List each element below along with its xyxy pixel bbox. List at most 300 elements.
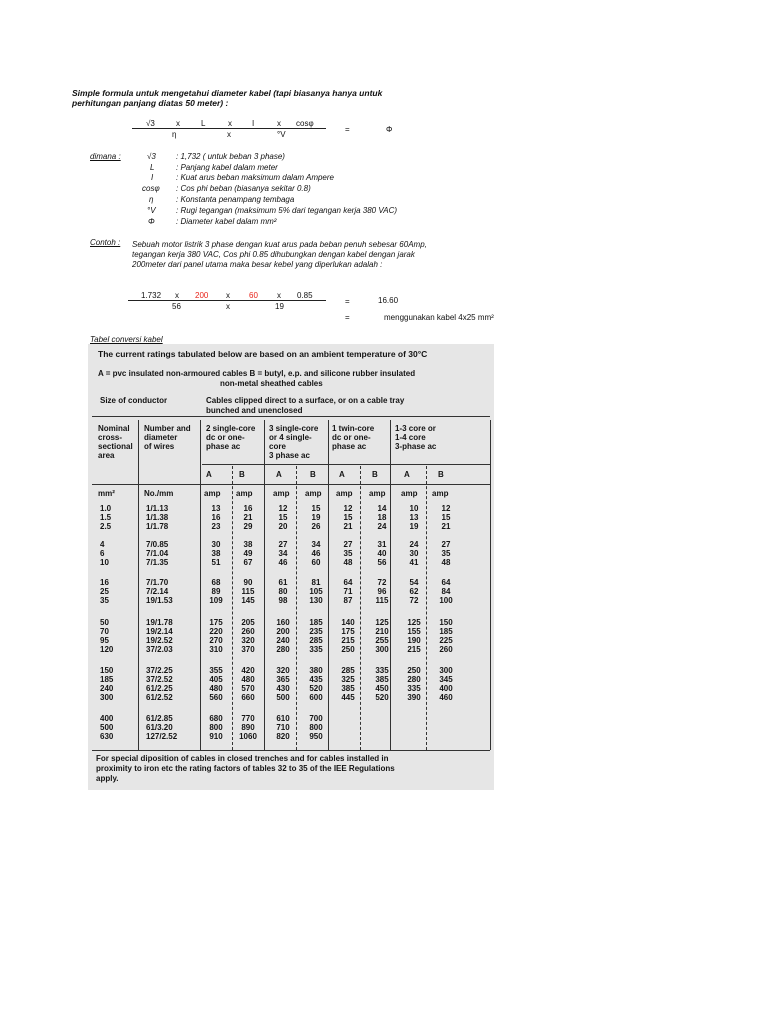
rating-column (234, 714, 262, 741)
unit-amp: amp (369, 489, 386, 498)
table-cell: 570 (241, 684, 255, 693)
area-column (100, 578, 136, 605)
table-cell: 250 (341, 645, 355, 654)
table-cell: 35 (343, 549, 353, 558)
table-cell: 13 (409, 513, 419, 522)
rating-column (269, 618, 297, 654)
install-method: Cables clipped direct to a surface, or on a cable tray (206, 396, 405, 405)
rating-column (202, 540, 230, 567)
table-cell: 50 (100, 618, 109, 627)
table-cell: 10 (409, 504, 419, 513)
table-cell: 61/2.85 (146, 714, 173, 723)
size-of-conductor: Size of conductor (100, 396, 168, 405)
table-cell: 29 (243, 522, 253, 531)
table-cell: 460 (439, 693, 453, 702)
unit-amp: amp (204, 489, 221, 498)
table-cell: 89 (211, 587, 221, 596)
table-cell: 185 (100, 675, 114, 684)
table-cell: 435 (309, 675, 323, 684)
rating-column (334, 666, 362, 702)
area-column (100, 666, 136, 702)
rating-column (234, 540, 262, 567)
table-cell: 255 (375, 636, 389, 645)
table-cell: 610 (276, 714, 290, 723)
table-cell: 21 (441, 522, 451, 531)
table-cell: 285 (309, 636, 323, 645)
rating-column (432, 578, 460, 605)
def-desc: : Kuat arus beban maksimum dalam Ampere (176, 173, 334, 182)
rating-column (400, 540, 428, 567)
table-cell: 6 (100, 549, 105, 558)
table-cell: 34 (311, 540, 321, 549)
table-legend: non-metal sheathed cables (220, 379, 323, 388)
table-legend: A = pvc insulated non-armoured cables B = butyl, e.p. and silicone rubber insulated (98, 369, 416, 378)
table-cell: 215 (407, 645, 421, 654)
table-cell: 37/2.03 (146, 645, 173, 654)
rating-column (269, 578, 297, 605)
table-cell: 109 (209, 596, 223, 605)
table-cell: 16 (100, 578, 109, 587)
table-cell: 80 (278, 587, 288, 596)
rating-column (368, 540, 396, 567)
table-cell: 21 (243, 513, 253, 522)
def-desc: : Cos phi beban (biasanya sekitar 0.8) (176, 184, 311, 193)
rating-column (334, 504, 362, 531)
rating-column (202, 504, 230, 531)
rating-column (400, 578, 428, 605)
wires-column (146, 504, 198, 531)
table-cell: 60 (311, 558, 321, 567)
table-cell: 400 (100, 714, 114, 723)
title-line-1: Simple formula untuk mengetahui diameter kabel (tapi biasanya hanya untuk (72, 88, 383, 98)
rating-column (368, 618, 396, 654)
table-cell: 445 (341, 693, 355, 702)
formula-eta: η (172, 130, 177, 139)
table-cell: 16 (243, 504, 253, 513)
table-cell: 19 (311, 513, 321, 522)
table-cell: 34 (278, 549, 288, 558)
table-cell: 205 (241, 618, 255, 627)
table-cell: 820 (276, 732, 290, 741)
table-cell: 320 (241, 636, 255, 645)
table-cell: 285 (341, 666, 355, 675)
calc-value: 56 (172, 302, 181, 311)
table-cell: 225 (439, 636, 453, 645)
table-cell: 61 (278, 578, 288, 587)
table-cell: 800 (309, 723, 323, 732)
def-sym: °V (147, 206, 156, 215)
def-desc: : Konstanta penampang tembaga (176, 195, 295, 204)
table-cell: 68 (211, 578, 221, 587)
table-cell: 325 (341, 675, 355, 684)
table-cell: 87 (343, 596, 353, 605)
table-cell: 70 (100, 627, 109, 636)
formula-x: x (277, 119, 281, 128)
table-cell: 130 (309, 596, 323, 605)
unit-amp: amp (401, 489, 418, 498)
formula-x: x (227, 130, 231, 139)
table-cell: 98 (278, 596, 288, 605)
rating-column (302, 714, 330, 741)
rating-column (202, 666, 230, 702)
table-cell: 430 (276, 684, 290, 693)
col-A: A (404, 470, 410, 479)
col-B: B (239, 470, 245, 479)
table-cell: 385 (375, 675, 389, 684)
table-cell: 250 (407, 666, 421, 675)
table-cell: 185 (309, 618, 323, 627)
table-cell: 800 (209, 723, 223, 732)
install-method: bunched and unenclosed (206, 406, 303, 415)
example-line: tegangan kerja 380 VAC, Cos phi 0.85 dihubungkan dengan kabel dengan jarak (132, 250, 415, 259)
formula-L: L (201, 119, 206, 128)
table-cell: 37/2.52 (146, 675, 173, 684)
table-cell: 19 (409, 522, 419, 531)
table-cell: 335 (407, 684, 421, 693)
table-cell: 175 (209, 618, 223, 627)
example-line: 200meter dari panel utama maka besar kebel yang diperlukan adalah : (132, 260, 383, 269)
table-rule (296, 466, 297, 750)
table-cell: 520 (309, 684, 323, 693)
rating-column (334, 618, 362, 654)
table-cell: 71 (343, 587, 353, 596)
table-rule (92, 750, 490, 751)
table-cell: 320 (276, 666, 290, 675)
table-rule (328, 420, 329, 750)
table-intro: The current ratings tabulated below are based on an ambient temperature of 30°C (98, 349, 428, 359)
page-title (72, 88, 382, 108)
table-cell: 520 (375, 693, 389, 702)
table-cell: 310 (209, 645, 223, 654)
table-cell: 260 (439, 645, 453, 654)
table-cell: 160 (276, 618, 290, 627)
rating-column (368, 504, 396, 531)
calc-value: 19 (275, 302, 284, 311)
header-group-2: 3 single-core or 4 single- core 3 phase ac (269, 424, 319, 460)
table-cell: 95 (100, 636, 109, 645)
rating-column (234, 578, 262, 605)
example-line: Sebuah motor listrik 3 phase dengan kuat arus pada beban penuh sebesar 60Amp, (132, 240, 427, 249)
table-cell: 37/2.25 (146, 666, 173, 675)
rating-column (432, 504, 460, 531)
header-group-1: 2 single-core dc or one- phase ac (206, 424, 256, 451)
unit-amp: amp (432, 489, 449, 498)
table-cell: 61/3.20 (146, 723, 173, 732)
rating-column (432, 618, 460, 654)
table-cell: 38 (211, 549, 221, 558)
area-column (100, 618, 136, 654)
table-cell: 370 (241, 645, 255, 654)
calc-value-length: 200 (195, 291, 209, 300)
calc-x: x (226, 302, 230, 311)
wires-column (146, 578, 198, 605)
table-cell: 64 (441, 578, 451, 587)
table-cell: 7/0.85 (146, 540, 169, 549)
table-cell: 15 (441, 513, 451, 522)
rating-column (234, 618, 262, 654)
rating-column (432, 666, 460, 702)
rating-column (432, 540, 460, 567)
table-cell: 19/1.53 (146, 596, 173, 605)
table-cell: 1060 (239, 732, 257, 741)
table-cell: 18 (377, 513, 387, 522)
unit-amp: amp (236, 489, 253, 498)
rating-column (400, 666, 428, 702)
calc-equals: = (345, 313, 350, 322)
table-cell: 27 (441, 540, 451, 549)
table-cell: 950 (309, 732, 323, 741)
table-cell: 14 (377, 504, 387, 513)
def-sym: √3 (147, 152, 156, 161)
table-cell: 35 (100, 596, 109, 605)
table-cell: 335 (375, 666, 389, 675)
table-cell: 910 (209, 732, 223, 741)
col-B: B (310, 470, 316, 479)
table-cell: 1.0 (100, 504, 112, 513)
table-cell: 19/2.52 (146, 636, 173, 645)
table-cell: 48 (343, 558, 353, 567)
table-cell: 400 (439, 684, 453, 693)
table-cell: 61/2.25 (146, 684, 173, 693)
table-cell: 155 (407, 627, 421, 636)
table-rule (360, 466, 361, 750)
rating-column (302, 666, 330, 702)
rating-column (302, 540, 330, 567)
rating-column (269, 504, 297, 531)
table-cell: 390 (407, 693, 421, 702)
table-rule (92, 416, 490, 417)
calc-x: x (226, 291, 230, 300)
table-cell: 62 (409, 587, 419, 596)
table-cell: 49 (243, 549, 253, 558)
table-cell: 710 (276, 723, 290, 732)
table-cell: 84 (441, 587, 451, 596)
table-cell: 25 (100, 587, 109, 596)
table-rule (92, 484, 490, 485)
title-line-2: perhitungan panjang diatas 50 meter) : (72, 98, 229, 108)
def-desc: : 1,732 ( untuk beban 3 phase) (176, 152, 285, 161)
header-group-3: 1 twin-core dc or one- phase ac (332, 424, 375, 451)
table-cell: 1.5 (100, 513, 112, 522)
table-rule (390, 420, 391, 750)
col-A: A (339, 470, 345, 479)
rating-column (202, 618, 230, 654)
table-rule (490, 420, 491, 750)
table-cell: 15 (343, 513, 353, 522)
table-cell: 40 (377, 549, 387, 558)
table-cell: 335 (309, 645, 323, 654)
table-cell: 7/2.14 (146, 587, 169, 596)
col-A: A (276, 470, 282, 479)
scanned-table (88, 344, 494, 790)
calc-conclusion: menggunakan kabel 4x25 mm² (384, 313, 494, 322)
table-cell: 23 (211, 522, 221, 531)
rating-column (400, 504, 428, 531)
table-cell: 35 (441, 549, 451, 558)
formula-equals: = (345, 125, 350, 134)
unit-amp: amp (273, 489, 290, 498)
table-cell: 64 (343, 578, 353, 587)
formula-x: x (228, 119, 232, 128)
wires-column (146, 618, 198, 654)
def-desc: : Rugi tegangan (maksimum 5% dari tegangan kerja 380 VAC) (176, 206, 398, 215)
table-footnote: apply. (96, 774, 119, 783)
table-cell: 300 (375, 645, 389, 654)
wires-column (146, 540, 198, 567)
table-cell: 185 (439, 627, 453, 636)
table-cell: 72 (377, 578, 387, 587)
rating-column (368, 578, 396, 605)
formula-cosphi: cosφ (296, 119, 314, 128)
table-cell: 385 (341, 684, 355, 693)
table-cell: 27 (278, 540, 288, 549)
table-cell: 15 (311, 504, 321, 513)
unit-area: mm² (98, 489, 115, 498)
table-cell: 127/2.52 (146, 732, 178, 741)
table-cell: 175 (341, 627, 355, 636)
area-column (100, 714, 136, 741)
area-column (100, 540, 136, 567)
table-cell: 61/2.52 (146, 693, 173, 702)
table-cell: 105 (309, 587, 323, 596)
table-cell: 200 (276, 627, 290, 636)
rating-column (269, 666, 297, 702)
table-cell: 96 (377, 587, 387, 596)
table-cell: 24 (377, 522, 387, 531)
table-rule (200, 420, 201, 750)
table-cell: 115 (375, 596, 389, 605)
table-footnote: proximity to iron etc the rating factors of tables 32 to 35 of the IEE Regulations (96, 764, 395, 773)
table-cell: 30 (211, 540, 221, 549)
table-cell: 12 (343, 504, 353, 513)
header-nominal: Nominal cross- sectional area (98, 424, 133, 460)
table-cell: 19/2.14 (146, 627, 173, 636)
table-cell: 16 (211, 513, 221, 522)
table-cell: 480 (209, 684, 223, 693)
table-cell: 15 (278, 513, 288, 522)
area-column (100, 504, 136, 531)
header-group-4: 1-3 core or 1-4 core 3-phase ac (395, 424, 437, 451)
table-cell: 100 (439, 596, 453, 605)
table-cell: 220 (209, 627, 223, 636)
table-cell: 1/1.78 (146, 522, 169, 531)
table-cell: 235 (309, 627, 323, 636)
table-footnote: For special diposition of cables in closed trenches and for cables installed in (96, 754, 389, 763)
fraction-bar (132, 128, 326, 129)
table-cell: 480 (241, 675, 255, 684)
rating-column (234, 666, 262, 702)
unit-wires: No./mm (144, 489, 174, 498)
table-cell: 300 (439, 666, 453, 675)
table-cell: 345 (439, 675, 453, 684)
def-sym: L (150, 163, 155, 172)
table-cell: 405 (209, 675, 223, 684)
table-cell: 41 (409, 558, 419, 567)
table-cell: 215 (341, 636, 355, 645)
rating-column (400, 618, 428, 654)
example-label: Contoh : (90, 238, 121, 247)
table-cell: 150 (439, 618, 453, 627)
formula-I: I (252, 119, 255, 128)
table-cell: 26 (311, 522, 321, 531)
def-sym: I (151, 173, 154, 182)
table-cell: 280 (407, 675, 421, 684)
table-cell: 560 (209, 693, 223, 702)
table-cell: 1/1.38 (146, 513, 169, 522)
table-cell: 500 (276, 693, 290, 702)
table-cell: 115 (241, 587, 255, 596)
table-cell: 81 (311, 578, 321, 587)
rating-column (334, 578, 362, 605)
table-cell: 12 (278, 504, 288, 513)
rating-column (269, 714, 297, 741)
table-cell: 30 (409, 549, 419, 558)
table-cell: 280 (276, 645, 290, 654)
table-cell: 660 (241, 693, 255, 702)
def-sym: Φ (148, 217, 155, 226)
table-cell: 4 (100, 540, 105, 549)
rating-column (302, 578, 330, 605)
rating-column (334, 540, 362, 567)
unit-amp: amp (336, 489, 353, 498)
table-cell: 150 (100, 666, 114, 675)
rating-column (234, 504, 262, 531)
table-cell: 7/1.70 (146, 578, 169, 587)
table-cell: 355 (209, 666, 223, 675)
table-cell: 20 (278, 522, 288, 531)
formula-sqrt3: √3 (146, 119, 155, 128)
table-cell: 600 (309, 693, 323, 702)
table-cell: 54 (409, 578, 419, 587)
col-B: B (372, 470, 378, 479)
calc-result: 16.60 (378, 296, 399, 305)
table-cell: 210 (375, 627, 389, 636)
table-cell: 1/1.13 (146, 504, 169, 513)
table-cell: 365 (276, 675, 290, 684)
table-cell: 48 (441, 558, 451, 567)
table-cell: 67 (243, 558, 253, 567)
table-cell: 90 (243, 578, 253, 587)
rating-column (269, 540, 297, 567)
formula-voltdrop: °V (277, 130, 286, 139)
calc-x: x (175, 291, 179, 300)
wires-column (146, 714, 198, 741)
table-cell: 46 (278, 558, 288, 567)
table-cell: 24 (409, 540, 419, 549)
def-desc: : Diameter kabel dalam mm² (176, 217, 277, 226)
table-rule (426, 466, 427, 750)
col-B: B (438, 470, 444, 479)
table-cell: 770 (241, 714, 255, 723)
rating-column (368, 666, 396, 702)
calc-value: 1.732 (141, 291, 162, 300)
table-rule (264, 420, 265, 750)
table-cell: 300 (100, 693, 114, 702)
table-cell: 500 (100, 723, 114, 732)
table-cell: 240 (100, 684, 114, 693)
table-cell: 10 (100, 558, 109, 567)
table-cell: 700 (309, 714, 323, 723)
table-cell: 890 (241, 723, 255, 732)
table-cell: 260 (241, 627, 255, 636)
def-desc: : Panjang kabel dalam meter (176, 163, 278, 172)
table-cell: 7/1.35 (146, 558, 169, 567)
rating-column (302, 504, 330, 531)
table-label: Tabel conversi kabel (90, 335, 163, 344)
table-cell: 270 (209, 636, 223, 645)
table-cell: 31 (377, 540, 387, 549)
table-cell: 27 (343, 540, 353, 549)
